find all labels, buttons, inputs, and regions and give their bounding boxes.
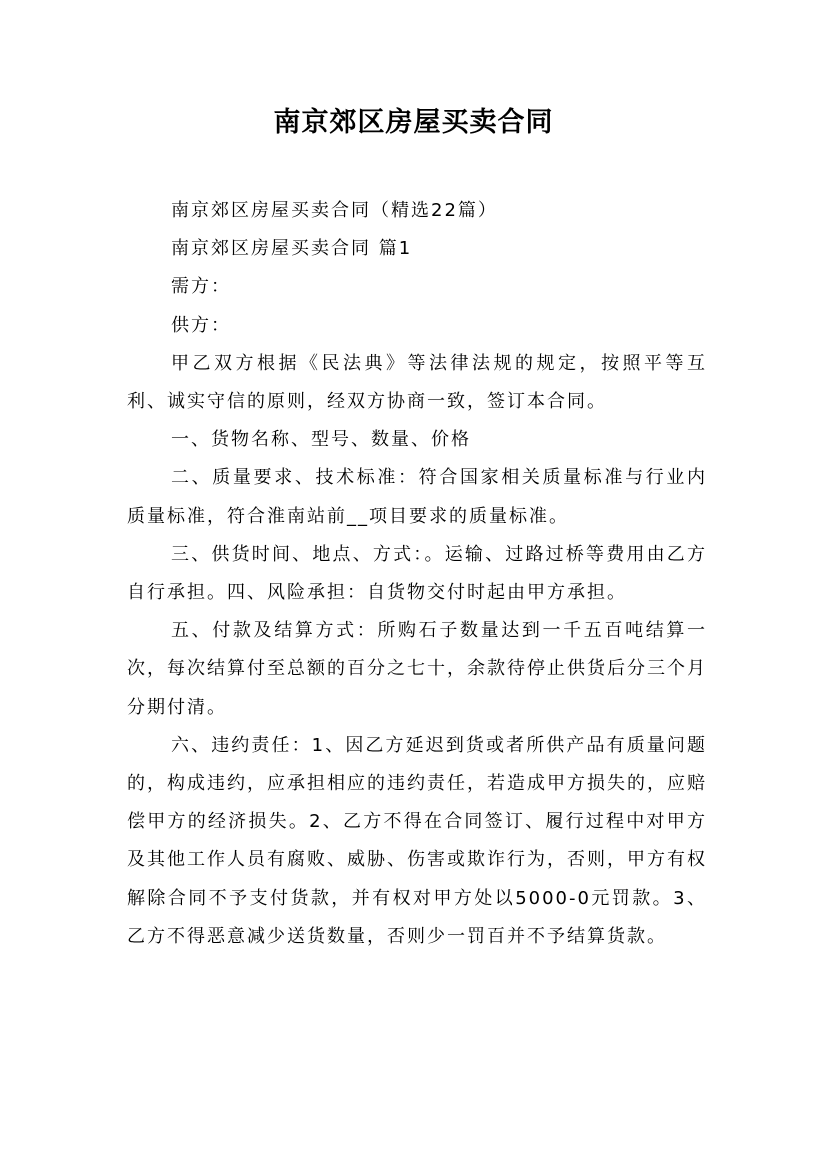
supplier-line: 供方：	[171, 314, 231, 336]
document-title: 南京郊区房屋买卖合同	[273, 107, 554, 138]
subtitle-line: 南京郊区房屋买卖合同（精选22篇）	[171, 200, 498, 221]
clause-liability: 六、违约责任：1、因乙方延迟到货或者所供产品有质量问题的，构成违约，应承担相应的违约责任，若造成甲方损失的，应赔偿甲方的经济损失。2、乙方不得在合同签订、履行过程中对甲方及其他工作人员有腐败、威胁、伤害或欺诈行为，否则，甲方有权解除合同不予支付货款，并有权对甲方处以5000-0元罚款。3、乙方不得恶意减少送货数量，否则少一罚百并不予结算货款。	[127, 734, 707, 947]
clause-delivery: 三、供货时间、地点、方式：。运输、过路过桥等费用由乙方自行承担。四、风险承担：自货物交付时起由甲方承担。	[127, 543, 707, 604]
section-heading: 南京郊区房屋买卖合同 篇1	[171, 238, 413, 260]
buyer-line: 需方：	[171, 276, 231, 298]
clause-quality: 二、质量要求、技术标准：符合国家相关质量标准与行业内质量标准，符合淮南站前__项目要求的质量标准。	[127, 467, 707, 527]
clause-payment: 五、付款及结算方式：所购石子数量达到一千五百吨结算一次，每次结算付至总额的百分之七十，余款待停止供货后分三个月分期付清。	[127, 620, 707, 718]
clause-goods: 一、货物名称、型号、数量、价格	[171, 429, 471, 451]
preamble-paragraph: 甲乙双方根据《民法典》等法律法规的规定，按照平等互利、诚实守信的原则，经双方协商一致，签订本合同。	[127, 352, 707, 413]
document-body	[127, 192, 707, 956]
